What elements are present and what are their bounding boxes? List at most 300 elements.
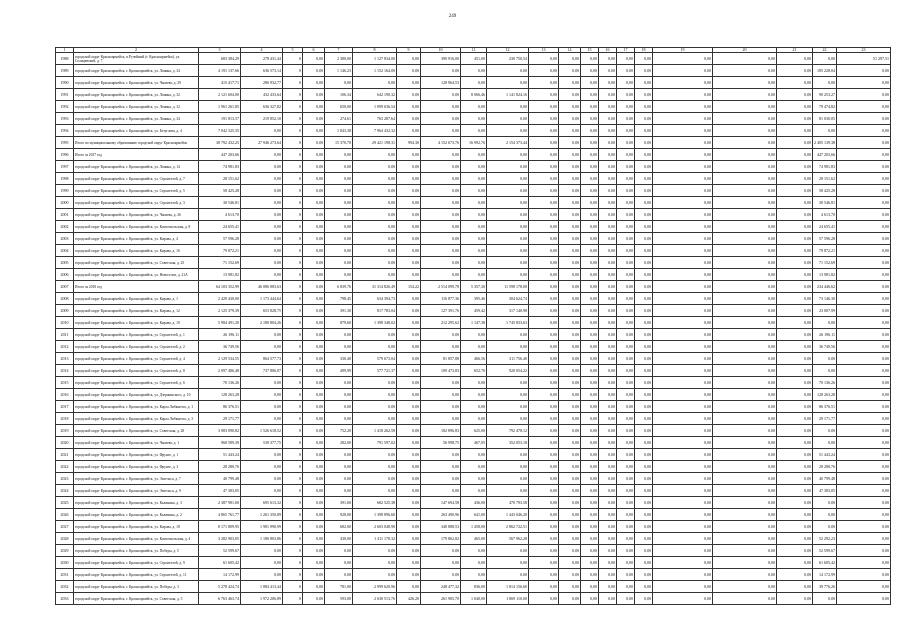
- value-cell: 179 862,82: [421, 533, 461, 545]
- value-cell: 0,00: [617, 473, 635, 485]
- value-cell: 0,00: [397, 113, 421, 125]
- value-cell: 0,00: [353, 185, 397, 197]
- value-cell: 0,00: [653, 269, 713, 281]
- value-cell: 0,00: [559, 245, 581, 257]
- value-cell: 0,00: [461, 569, 487, 581]
- address-cell: городской округ Красноармейск, г. Красноармейск, ул. Кирова, д. 16: [74, 245, 199, 257]
- value-cell: 0,00: [653, 581, 713, 593]
- value-cell: 0,00: [421, 197, 461, 209]
- value-cell: 0,00: [241, 209, 283, 221]
- value-cell: 0,00: [303, 449, 325, 461]
- value-cell: 0,00: [487, 413, 529, 425]
- value-cell: 0,00: [813, 125, 837, 137]
- value-cell: 0,00: [397, 341, 421, 353]
- value-cell: 792 478,12: [487, 425, 529, 437]
- value-cell: 0,00: [813, 353, 837, 365]
- value-cell: 0,00: [559, 149, 581, 161]
- column-number: 19: [653, 48, 713, 53]
- row-number-cell: 2024: [56, 485, 74, 497]
- value-cell: 0,00: [353, 197, 397, 209]
- table-row: [56, 305, 891, 317]
- address-cell: городской округ Красноармейск, г. Красноармейск, ул. Чапаева, д. 1: [74, 437, 199, 449]
- value-cell: 0,00: [581, 581, 599, 593]
- value-cell: 0,00: [559, 281, 581, 293]
- value-cell: 4 865 761,77: [199, 509, 241, 521]
- value-cell: 0,00: [713, 269, 777, 281]
- value-cell: 2 129 534,55: [199, 353, 241, 365]
- value-cell: 0,00: [617, 317, 635, 329]
- row-number-cell: 2017: [56, 401, 74, 413]
- value-cell: 0,00: [529, 293, 559, 305]
- value-cell: 0: [283, 485, 303, 497]
- value-cell: 0,00: [777, 173, 813, 185]
- value-cell: 0,00: [713, 473, 777, 485]
- value-cell: 0,00: [581, 569, 599, 581]
- address-cell: Итого за 2017 год: [74, 149, 199, 161]
- value-cell: 0,00: [397, 485, 421, 497]
- value-cell: 0,00: [559, 329, 581, 341]
- row-number-cell: 2018: [56, 413, 74, 425]
- value-cell: 191 813,57: [199, 113, 241, 125]
- value-cell: 0,00: [241, 149, 283, 161]
- value-cell: 0,00: [487, 377, 529, 389]
- value-cell: 0,00: [713, 365, 777, 377]
- value-cell: 0,00: [777, 281, 813, 293]
- value-cell: 0,00: [461, 161, 487, 173]
- value-cell: 0,00: [653, 557, 713, 569]
- value-cell: 0,00: [559, 353, 581, 365]
- value-cell: 8 171 809,95: [199, 521, 241, 533]
- value-cell: 0,00: [303, 161, 325, 173]
- value-cell: 0,00: [397, 389, 421, 401]
- row-number-cell: 2030: [56, 557, 74, 569]
- value-cell: 0,00: [599, 173, 617, 185]
- value-cell: 0,00: [397, 413, 421, 425]
- value-cell: 0,00: [241, 221, 283, 233]
- value-cell: 0,00: [397, 365, 421, 377]
- value-cell: 30 546,81: [813, 197, 837, 209]
- value-cell: 56 998,75: [421, 437, 461, 449]
- table-row: [56, 509, 891, 521]
- value-cell: 0,00: [837, 221, 891, 233]
- value-cell: 0,00: [421, 413, 461, 425]
- value-cell: 0,00: [303, 293, 325, 305]
- value-cell: 0,00: [487, 557, 529, 569]
- value-cell: 0,00: [353, 245, 397, 257]
- value-cell: 0,00: [837, 101, 891, 113]
- value-cell: 0,00: [559, 125, 581, 137]
- address-cell: городской округ Красноармейск, г. Красноармейск, ул. Калинина, д. 2: [74, 509, 199, 521]
- value-cell: 0,00: [653, 377, 713, 389]
- value-cell: 0,00: [599, 413, 617, 425]
- value-cell: 1 186 803,86: [241, 533, 283, 545]
- value-cell: 0,00: [813, 425, 837, 437]
- value-cell: 274,61: [325, 113, 353, 125]
- value-cell: 0,00: [599, 473, 617, 485]
- value-cell: 0,00: [581, 173, 599, 185]
- value-cell: 682 525,38: [353, 497, 397, 509]
- value-cell: 0,00: [581, 377, 599, 389]
- value-cell: 0,00: [325, 209, 353, 221]
- value-cell: 0,00: [599, 161, 617, 173]
- value-cell: 0,00: [581, 365, 599, 377]
- value-cell: 0,00: [353, 557, 397, 569]
- value-cell: 695 613,32: [241, 497, 283, 509]
- value-cell: 0,00: [599, 209, 617, 221]
- column-number: 21: [777, 48, 813, 53]
- table-row: [56, 437, 891, 449]
- value-cell: 0,00: [325, 185, 353, 197]
- value-cell: 4 191 137,66: [199, 65, 241, 77]
- value-cell: 0,00: [303, 65, 325, 77]
- value-cell: 2 429 430,00: [199, 293, 241, 305]
- value-cell: 1 152 164,00: [353, 65, 397, 77]
- value-cell: 0,00: [777, 473, 813, 485]
- value-cell: 0,00: [713, 125, 777, 137]
- value-cell: 0,00: [713, 281, 777, 293]
- value-cell: 7 964 432,32: [353, 125, 397, 137]
- column-number: 1: [56, 48, 74, 53]
- value-cell: 1 418 262,58: [353, 425, 397, 437]
- value-cell: 0,00: [837, 185, 891, 197]
- value-cell: 0,00: [599, 149, 617, 161]
- value-cell: 0,00: [581, 437, 599, 449]
- value-cell: 23 007,99: [813, 305, 837, 317]
- address-cell: городской округ Красноармейск, г. Красноармейск, ул. Ленина, д. 32: [74, 101, 199, 113]
- value-cell: 2 125 379,39: [199, 305, 241, 317]
- table-row: [56, 209, 891, 221]
- value-cell: 2 180 804,26: [241, 317, 283, 329]
- value-cell: 0: [283, 209, 303, 221]
- table-row: [56, 53, 891, 65]
- value-cell: 636 573,14: [241, 65, 283, 77]
- value-cell: 0,00: [653, 437, 713, 449]
- value-cell: 539 377,75: [241, 437, 283, 449]
- value-cell: 0,00: [461, 401, 487, 413]
- row-number-cell: 1999: [56, 185, 74, 197]
- column-number: 23: [837, 48, 891, 53]
- value-cell: 0,00: [353, 161, 397, 173]
- value-cell: 0: [283, 161, 303, 173]
- value-cell: 0,00: [617, 137, 635, 149]
- value-cell: 0,00: [653, 473, 713, 485]
- value-cell: 0,00: [397, 353, 421, 365]
- value-cell: 0,00: [581, 413, 599, 425]
- table-row: [56, 377, 891, 389]
- value-cell: 0,00: [529, 533, 559, 545]
- value-cell: 0,00: [487, 473, 529, 485]
- value-cell: 0,00: [777, 509, 813, 521]
- value-cell: 0,00: [461, 209, 487, 221]
- value-cell: 0,00: [837, 389, 891, 401]
- value-cell: 0,00: [599, 461, 617, 473]
- value-cell: 0,00: [241, 197, 283, 209]
- value-cell: 0,00: [559, 317, 581, 329]
- value-cell: 0,00: [421, 557, 461, 569]
- address-cell: городской округ Красноармейск, г. Красноармейск, ул. Строителей, д. 8: [74, 365, 199, 377]
- value-cell: 0,00: [713, 581, 777, 593]
- value-cell: 0,00: [303, 353, 325, 365]
- value-cell: 0,00: [529, 437, 559, 449]
- value-cell: 0,00: [653, 125, 713, 137]
- address-cell: городской округ Красноармейск, г. Красноармейск, ул. Энгельса, д. 7: [74, 473, 199, 485]
- value-cell: 0,00: [421, 209, 461, 221]
- value-cell: 0,00: [581, 449, 599, 461]
- value-cell: 0,00: [617, 437, 635, 449]
- value-cell: 0,00: [581, 401, 599, 413]
- value-cell: 0,00: [635, 497, 653, 509]
- value-cell: 0,00: [241, 185, 283, 197]
- value-cell: 0,00: [461, 113, 487, 125]
- value-cell: 79 872,21: [813, 245, 837, 257]
- value-cell: 0: [283, 257, 303, 269]
- value-cell: 352 053,18: [487, 437, 529, 449]
- value-cell: 0,00: [421, 101, 461, 113]
- value-cell: 0,00: [397, 581, 421, 593]
- value-cell: 0,00: [529, 545, 559, 557]
- value-cell: 0,00: [713, 65, 777, 77]
- value-cell: 0,00: [713, 353, 777, 365]
- table-row: [56, 461, 891, 473]
- value-cell: 0,00: [837, 497, 891, 509]
- value-cell: 432 433,64: [241, 89, 283, 101]
- value-cell: 0,00: [653, 77, 713, 89]
- row-number-cell: 2011: [56, 329, 74, 341]
- value-cell: 0,00: [777, 353, 813, 365]
- value-cell: 5 278 424,74: [199, 581, 241, 593]
- value-cell: 0,00: [777, 209, 813, 221]
- value-cell: 0,00: [421, 113, 461, 125]
- value-cell: 0: [283, 53, 303, 65]
- column-number: 14: [559, 48, 581, 53]
- value-cell: 625,00: [461, 425, 487, 437]
- value-cell: 0,00: [713, 389, 777, 401]
- address-cell: городской округ Красноармейск, г. Красноармейск, ул. Кирова, д. 1: [74, 293, 199, 305]
- value-cell: 0: [283, 449, 303, 461]
- value-cell: 0,00: [713, 113, 777, 125]
- row-number-cell: 2014: [56, 365, 74, 377]
- value-cell: 304 624,74: [487, 293, 529, 305]
- value-cell: 0,00: [653, 65, 713, 77]
- capital-repair-table: [55, 47, 891, 605]
- value-cell: 0,00: [353, 173, 397, 185]
- value-cell: 0,00: [635, 317, 653, 329]
- value-cell: 0: [283, 185, 303, 197]
- value-cell: 1 843,38: [325, 125, 353, 137]
- value-cell: 0,00: [581, 353, 599, 365]
- value-cell: 0,00: [653, 389, 713, 401]
- value-cell: 0,00: [397, 197, 421, 209]
- value-cell: 0,00: [635, 485, 653, 497]
- value-cell: 0: [283, 569, 303, 581]
- value-cell: 0,00: [777, 305, 813, 317]
- value-cell: 248 477,32: [421, 581, 461, 593]
- row-number-cell: 2006: [56, 269, 74, 281]
- value-cell: 0,00: [529, 65, 559, 77]
- value-cell: 0,00: [325, 77, 353, 89]
- value-cell: 0,00: [777, 341, 813, 353]
- value-cell: 0,00: [635, 413, 653, 425]
- row-number-cell: 2019: [56, 425, 74, 437]
- value-cell: 0,00: [599, 509, 617, 521]
- value-cell: 0,00: [599, 125, 617, 137]
- value-cell: 0,00: [599, 557, 617, 569]
- value-cell: 0,00: [599, 77, 617, 89]
- value-cell: 1 127 834,00: [353, 53, 397, 65]
- value-cell: 0,00: [837, 125, 891, 137]
- value-cell: 0,00: [837, 161, 891, 173]
- value-cell: 16 992,76: [461, 137, 487, 149]
- value-cell: 0,00: [581, 521, 599, 533]
- value-cell: 0,00: [837, 365, 891, 377]
- value-cell: 0,00: [325, 341, 353, 353]
- table-row: [56, 473, 891, 485]
- table-row: [56, 149, 891, 161]
- value-cell: 0: [283, 281, 303, 293]
- value-cell: 0,00: [325, 377, 353, 389]
- table-row: [56, 137, 891, 149]
- value-cell: 0,00: [653, 329, 713, 341]
- row-number-cell: 2009: [56, 305, 74, 317]
- value-cell: 13 981,82: [813, 269, 837, 281]
- row-number-cell: 2010: [56, 317, 74, 329]
- value-cell: 0,00: [599, 545, 617, 557]
- value-cell: 0,00: [325, 485, 353, 497]
- value-cell: 0,00: [487, 209, 529, 221]
- value-cell: 0,00: [529, 233, 559, 245]
- table-row: [56, 293, 891, 305]
- value-cell: 0,00: [421, 125, 461, 137]
- value-cell: 653 828,75: [241, 305, 283, 317]
- value-cell: 0,00: [599, 365, 617, 377]
- row-number-cell: 2028: [56, 533, 74, 545]
- value-cell: 0,00: [713, 437, 777, 449]
- value-cell: 0,00: [241, 449, 283, 461]
- value-cell: 0,00: [325, 569, 353, 581]
- column-number: 18: [635, 48, 653, 53]
- value-cell: 0,00: [303, 437, 325, 449]
- value-cell: 0: [283, 101, 303, 113]
- value-cell: 0,00: [487, 449, 529, 461]
- value-cell: 0,00: [837, 281, 891, 293]
- value-cell: 0,00: [813, 593, 837, 605]
- value-cell: 0,00: [617, 209, 635, 221]
- value-cell: 0,00: [713, 329, 777, 341]
- value-cell: 0,00: [241, 413, 283, 425]
- value-cell: 128 964,53: [421, 77, 461, 89]
- value-cell: 0,00: [713, 593, 777, 605]
- value-cell: 0,00: [325, 449, 353, 461]
- value-cell: 0: [283, 269, 303, 281]
- value-cell: 0: [283, 149, 303, 161]
- value-cell: 0,00: [617, 329, 635, 341]
- value-cell: 0,00: [397, 509, 421, 521]
- value-cell: 0,00: [529, 569, 559, 581]
- value-cell: 0,00: [353, 233, 397, 245]
- value-cell: 0,00: [461, 65, 487, 77]
- value-cell: 0,00: [397, 425, 421, 437]
- value-cell: 0: [283, 401, 303, 413]
- value-cell: 0,00: [559, 413, 581, 425]
- value-cell: 0,00: [241, 569, 283, 581]
- table-row: [56, 173, 891, 185]
- value-cell: 0,00: [617, 521, 635, 533]
- value-cell: 0,00: [303, 317, 325, 329]
- value-cell: 864 577,73: [241, 353, 283, 365]
- value-cell: 0,00: [529, 269, 559, 281]
- row-number-cell: 2000: [56, 197, 74, 209]
- value-cell: 0,00: [559, 293, 581, 305]
- value-cell: 28 280,76: [813, 461, 837, 473]
- value-cell: 0,00: [559, 509, 581, 521]
- value-cell: 0: [283, 377, 303, 389]
- value-cell: 0,00: [837, 65, 891, 77]
- value-cell: 0: [283, 197, 303, 209]
- value-cell: 0,00: [529, 221, 559, 233]
- address-cell: городской округ Красноармейск, г. Красноармейск, ул. Победы, д. 5: [74, 545, 199, 557]
- value-cell: 0,00: [421, 269, 461, 281]
- value-cell: 0,00: [617, 161, 635, 173]
- value-cell: 0,00: [529, 485, 559, 497]
- value-cell: 0,00: [599, 293, 617, 305]
- row-number-cell: 2001: [56, 209, 74, 221]
- address-cell: городской округ Красноармейск, г. Красноармейск, ул. Калинина, д. 3: [74, 497, 199, 509]
- value-cell: 0,00: [241, 233, 283, 245]
- value-cell: 836,00: [461, 581, 487, 593]
- value-cell: 0,00: [653, 365, 713, 377]
- value-cell: 0,00: [713, 197, 777, 209]
- value-cell: 81 030,05: [813, 113, 837, 125]
- value-cell: 0,00: [461, 101, 487, 113]
- value-cell: 0,00: [303, 473, 325, 485]
- value-cell: 0,00: [837, 317, 891, 329]
- value-cell: 0: [283, 113, 303, 125]
- value-cell: 641,00: [461, 509, 487, 521]
- value-cell: 791 597,02: [353, 437, 397, 449]
- value-cell: 0,00: [599, 329, 617, 341]
- value-cell: 0: [283, 173, 303, 185]
- value-cell: 30 546,81: [199, 197, 241, 209]
- value-cell: 0,00: [713, 161, 777, 173]
- value-cell: 0,00: [617, 497, 635, 509]
- value-cell: 38 792 432,25: [199, 137, 241, 149]
- table-row: [56, 233, 891, 245]
- address-cell: городской округ Красноармейск, г. Красноармейск, ул. Строителей, д. 5: [74, 185, 199, 197]
- address-cell: городской округ Красноармейск, г. Красноармейск, ул. Строителей, д. 4: [74, 353, 199, 365]
- value-cell: 1 141 824,16: [487, 89, 529, 101]
- value-cell: 51 443,24: [199, 449, 241, 461]
- value-cell: 0,00: [777, 389, 813, 401]
- table-row: [56, 449, 891, 461]
- value-cell: 8 066,46: [461, 89, 487, 101]
- value-cell: 5 984 491,20: [199, 317, 241, 329]
- table-row: [56, 125, 891, 137]
- value-cell: 0,00: [713, 137, 777, 149]
- value-cell: 0,00: [635, 209, 653, 221]
- address-cell: городской округ Красноармейск, п.Ручейный (г. Красноармейск), ул. Солнцевский, д. 7: [74, 53, 199, 65]
- value-cell: 817 783,04: [353, 305, 397, 317]
- value-cell: 0,00: [599, 197, 617, 209]
- value-cell: 0,00: [461, 197, 487, 209]
- value-cell: 0,00: [653, 101, 713, 113]
- value-cell: 0,00: [529, 449, 559, 461]
- value-cell: 0,00: [837, 533, 891, 545]
- value-cell: 0,00: [303, 497, 325, 509]
- value-cell: 51 443,24: [813, 449, 837, 461]
- value-cell: 29 171,77: [199, 413, 241, 425]
- value-cell: 0,00: [397, 53, 421, 65]
- value-cell: 0,00: [837, 113, 891, 125]
